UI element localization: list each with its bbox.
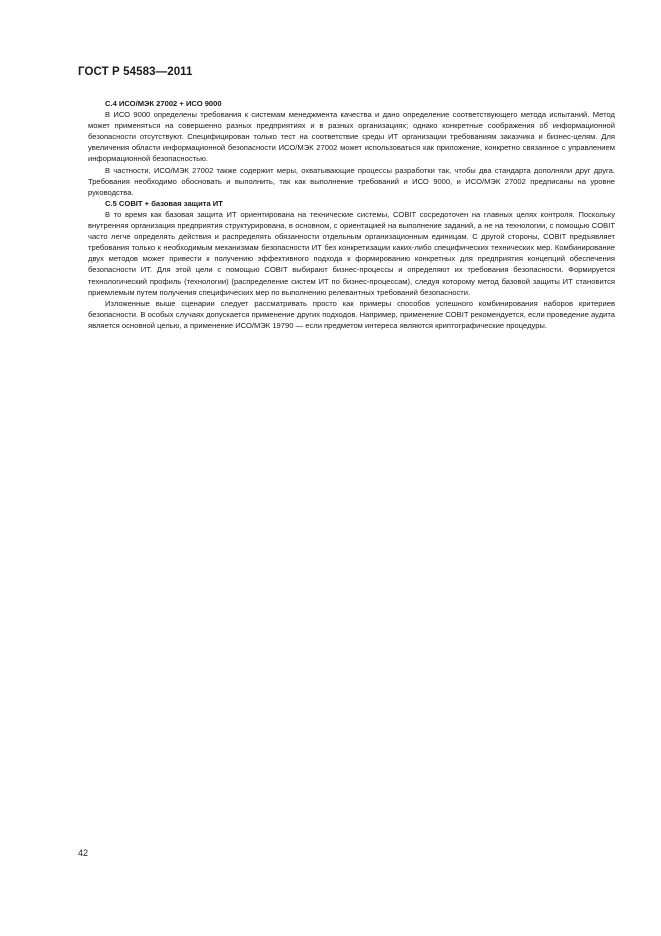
document-body [88, 98, 615, 331]
section-title: C.5 COBIT + базовая защита ИТ [105, 198, 223, 208]
paragraph: В то время как базовая защита ИТ ориентирована на технические системы, COBIT сосредоточен на главных целях контроля. Поскольку внутренняя организация предприятия структурирована, в основном, с ориентацией на выполнение заданий, а не на технологии, с помощью COBIT часто легче определять действия и распределять обязанности отдельным организационным единицам. С другой стороны, COBIT предъявляет требования только к необходимым механизмам безопасности ИТ без конкретизации каких-либо специфических технических мер. Комбинирование двух методов может привести к получению эффективного подхода к формированию конкретных для предприятия концепций обеспечения безопасности ИТ. Для этой цели с помощью COBIT выбирают бизнес-процессы и определяют их требования безопасности. Формируется технологический профиль (технологии) (распределение систем ИТ по бизнес-процессам), следуя которому метод базовой защиты ИТ становится приемлемым путем получения специфических мер по выполнению релевантных требований безопасности. [88, 209, 615, 297]
document-header: ГОСТ Р 54583—2011 [78, 66, 193, 78]
paragraph: В ИСО 9000 определены требования к системам менеджмента качества и дано определение соответствующего метода испытаний. Метод может применяться на совершенно разных предприятиях и в разных организациях; однако конкретные соображения об информационной безопасности отсутствуют. Специфицирован только тест на соответствие среды ИТ организации требованиям заказчика и бизнес-целям. Для увеличения области информационной безопасности ИСО/МЭК 27002 может использоваться как приложение, конкретно связанное с управлением информационной безопасностью. [88, 110, 615, 164]
section-c4 [88, 98, 615, 198]
section-c5 [88, 198, 615, 331]
paragraph: Изложенные выше сценарии следует рассматривать просто как примеры способов успешного комбинирования наборов критериев безопасности. В особых случаях допускается применение других подходов. Например, применение COBIT рекомендуется, если проведение аудита является основной целью, а применение ИСО/МЭК 19790 — если предметом интереса являются криптографические процедуры. [88, 298, 615, 330]
page-number: 42 [78, 848, 89, 858]
paragraph: В частности, ИСО/МЭК 27002 также содержит меры, охватывающие процессы разработки так, чтобы два стандарта дополняли друг друга. Требования необходимо обосновать и выполнить, так как выполнение требований и ИСО 9000, и ИСО/МЭК 27002 предписаны на уровне руководства. [88, 165, 615, 197]
section-title: C.4 ИСО/МЭК 27002 + ИСО 9000 [105, 99, 222, 108]
